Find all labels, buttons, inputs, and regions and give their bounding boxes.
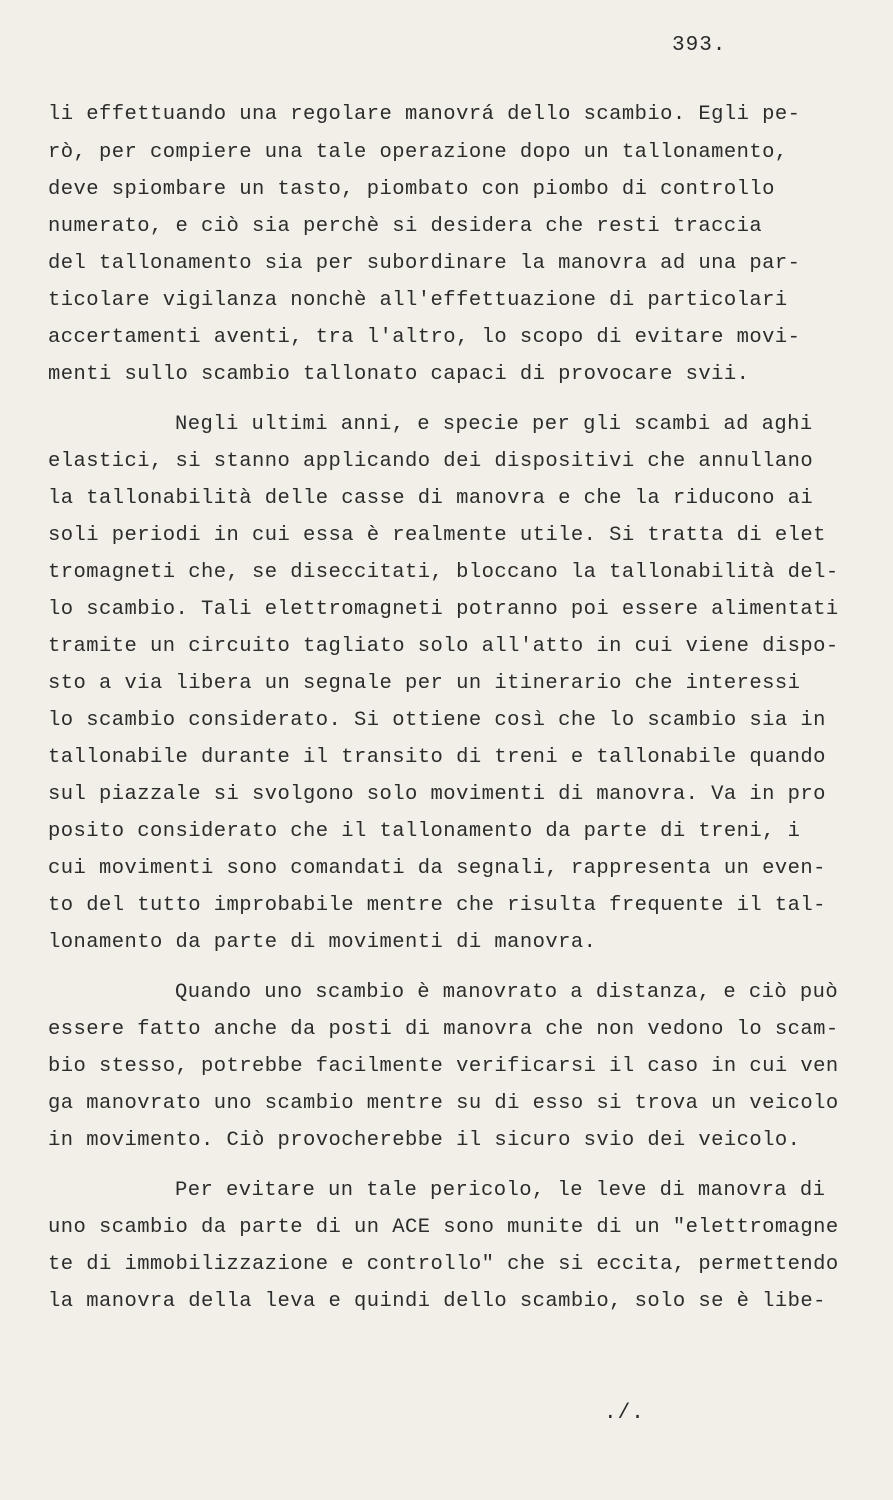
paragraph-3-line-5: in movimento. Ciò provocherebbe il sicuro svio dei veicolo. xyxy=(48,1129,801,1152)
page-number: 393. xyxy=(672,34,727,57)
paragraph-1-line-2: rò, per compiere una tale operazione dopo un tallonamento, xyxy=(48,141,788,164)
paragraph-2-line-7: tramite un circuito tagliato solo all'atto in cui viene dispo- xyxy=(48,635,839,658)
continued-mark: ./. xyxy=(604,1402,645,1425)
paragraph-2-line-8: sto a via libera un segnale per un itinerario che interessi xyxy=(48,672,801,695)
paragraph-3-line-1: Quando uno scambio è manovrato a distanza, e ciò può xyxy=(175,981,839,1004)
paragraph-4-line-4: la manovra della leva e quindi dello scambio, solo se è libe- xyxy=(48,1290,826,1313)
paragraph-3-line-4: ga manovrato uno scambio mentre su di esso si trova un veicolo xyxy=(48,1092,839,1115)
paragraph-3-line-3: bio stesso, potrebbe facilmente verificarsi il caso in cui ven xyxy=(48,1055,839,1078)
paragraph-1-line-4: numerato, e ciò sia perchè si desidera che resti traccia xyxy=(48,215,763,238)
paragraph-4-line-2: uno scambio da parte di un ACE sono munite di un "elettromagne xyxy=(48,1216,839,1239)
paragraph-2-line-13: cui movimenti sono comandati da segnali, rappresenta un even- xyxy=(48,857,826,880)
paragraph-1-line-5: del tallonamento sia per subordinare la manovra ad una par- xyxy=(48,252,801,275)
paragraph-2-line-4: soli periodi in cui essa è realmente utile. Si tratta di elet xyxy=(48,524,826,547)
paragraph-1-line-8: menti sullo scambio tallonato capaci di provocare svii. xyxy=(48,363,750,386)
paragraph-2-line-6: lo scambio. Tali elettromagneti potranno poi essere alimentati xyxy=(48,598,839,621)
paragraph-1-line-1: li effettuando una regolare manovrá dello scambio. Egli pe- xyxy=(48,103,801,126)
paragraph-1-line-3: deve spiombare un tasto, piombato con piombo di controllo xyxy=(48,178,775,201)
paragraph-2-line-11: sul piazzale si svolgono solo movimenti di manovra. Va in pro xyxy=(48,783,826,806)
paragraph-2-line-1: Negli ultimi anni, e specie per gli scambi ad aghi xyxy=(175,413,813,436)
paragraph-1-line-6: ticolare vigilanza nonchè all'effettuazione di particolari xyxy=(48,289,788,312)
paragraph-2-line-3: la tallonabilità delle casse di manovra e che la riducono ai xyxy=(48,487,814,510)
paragraph-2-line-12: posito considerato che il tallonamento da parte di treni, i xyxy=(48,820,801,843)
paragraph-4-line-3: te di immobilizzazione e controllo" che si eccita, permettendo xyxy=(48,1253,839,1276)
paragraph-2-line-15: lonamento da parte di movimenti di manovra. xyxy=(48,931,597,954)
paragraph-2-line-9: lo scambio considerato. Si ottiene così che lo scambio sia in xyxy=(48,709,826,732)
paragraph-2-line-14: to del tutto improbabile mentre che risulta frequente il tal- xyxy=(48,894,826,917)
paragraph-4-line-1: Per evitare un tale pericolo, le leve di manovra di xyxy=(175,1179,826,1202)
paragraph-3-line-2: essere fatto anche da posti di manovra che non vedono lo scam- xyxy=(48,1018,839,1041)
paragraph-2-line-10: tallonabile durante il transito di treni e tallonabile quando xyxy=(48,746,826,769)
paragraph-2-line-5: tromagneti che, se diseccitati, bloccano la tallonabilità del- xyxy=(48,561,839,584)
paragraph-2-line-2: elastici, si stanno applicando dei dispositivi che annullano xyxy=(48,450,814,473)
paragraph-1-line-7: accertamenti aventi, tra l'altro, lo scopo di evitare movi- xyxy=(48,326,801,349)
